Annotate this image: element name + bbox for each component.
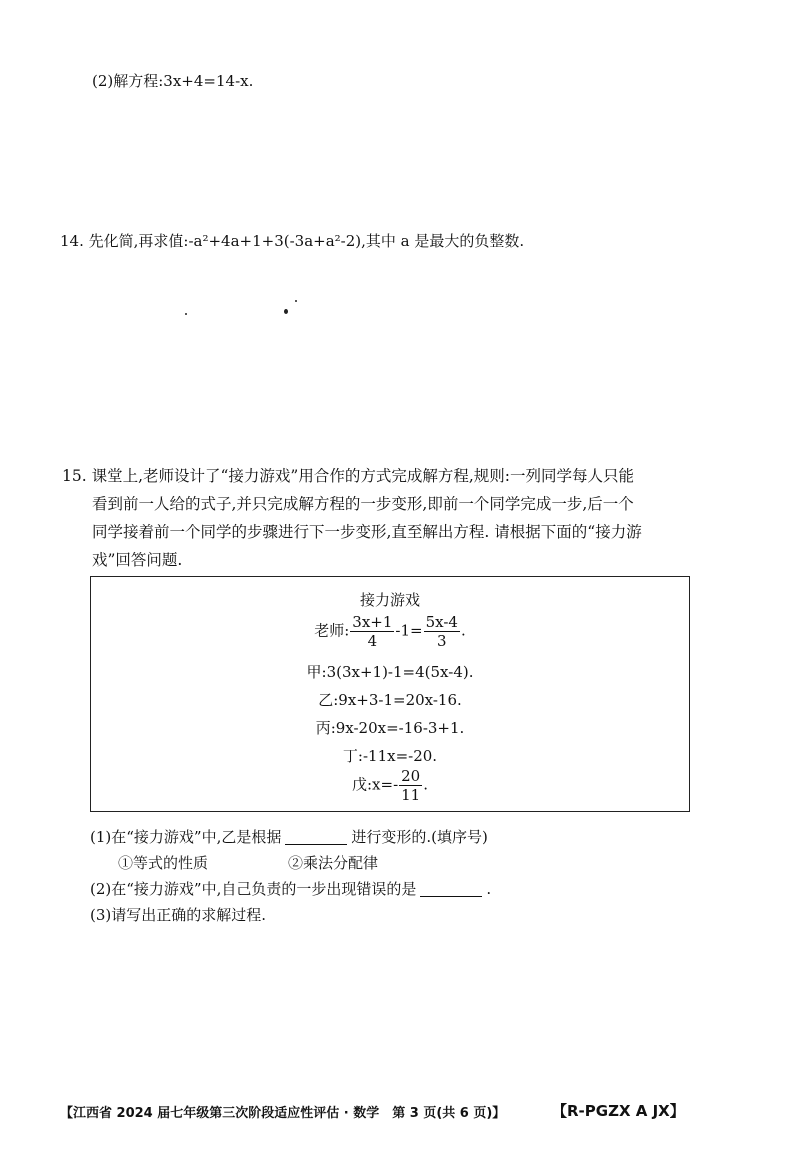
- teacher-equation: 老师: $\frac{3x+1}{4}$ -1= $\frac{5x-4}{3}$ .: [314, 613, 466, 650]
- intro-line: 戏”回答问题.: [92, 551, 183, 569]
- fraction: $\frac{5x-4}{3}$: [425, 613, 458, 650]
- fraction: $\frac{20}{11}$: [401, 767, 421, 804]
- intro-line: 同学接着前一个同学的步骤进行下一步变形,直至解出方程. 请根据下面的“接力游: [92, 523, 642, 541]
- step-bing: 丙:9x-20x=-16-3+1.: [315, 719, 465, 737]
- scan-speck: [185, 313, 187, 315]
- step-ding: 丁:-11x=-20.: [342, 747, 438, 765]
- problem-13-part-2: (2)解方程:3x+4=14-x.: [92, 72, 254, 90]
- teacher-label: 老师:: [314, 621, 350, 640]
- option-2: ②乘法分配律: [288, 854, 379, 872]
- footer-exam-info: 【江西省 2024 届七年级第三次阶段适应性评估 · 数学 第 3 页(共 6 页)】: [60, 1106, 506, 1121]
- scan-speck: [295, 300, 297, 302]
- scan-speck: [284, 309, 288, 314]
- problem-14: 14. 先化简,再求值:-a²+4a+1+3(-3a+a²-2),其中 a 是最大的负整数.: [60, 232, 525, 250]
- step-wu: 戊:x=- $\frac{20}{11}$ .: [351, 767, 429, 804]
- answer-blank[interactable]: [420, 880, 482, 897]
- answer-blank[interactable]: [285, 828, 347, 845]
- step-yi: 乙:9x+3-1=20x-16.: [318, 691, 462, 709]
- step-jia: 甲:3(3x+1)-1=4(5x-4).: [306, 663, 474, 681]
- relay-game-box: [90, 576, 690, 812]
- question-15-2: (2)在“接力游戏”中,自己负责的一步出现错误的是 .: [90, 880, 492, 898]
- problem-15-intro: [62, 462, 694, 574]
- question-15-1: (1)在“接力游戏”中,乙是根据 进行变形的.(填序号): [90, 828, 488, 846]
- intro-line: 15. 课堂上,老师设计了“接力游戏”用合作的方式完成解方程,规则:一列同学每人只能: [62, 467, 635, 485]
- intro-line: 看到前一人给的式子,并只完成解方程的一步变形,即前一个同学完成一步,后一个: [92, 495, 634, 513]
- relay-game-title: 接力游戏: [359, 591, 420, 609]
- question-15-3: (3)请写出正确的求解过程.: [90, 906, 267, 924]
- option-1: ①等式的性质: [118, 854, 209, 872]
- footer-code: 【R-PGZX A JX】: [552, 1102, 685, 1120]
- fraction: $\frac{3x+1}{4}$: [352, 613, 393, 650]
